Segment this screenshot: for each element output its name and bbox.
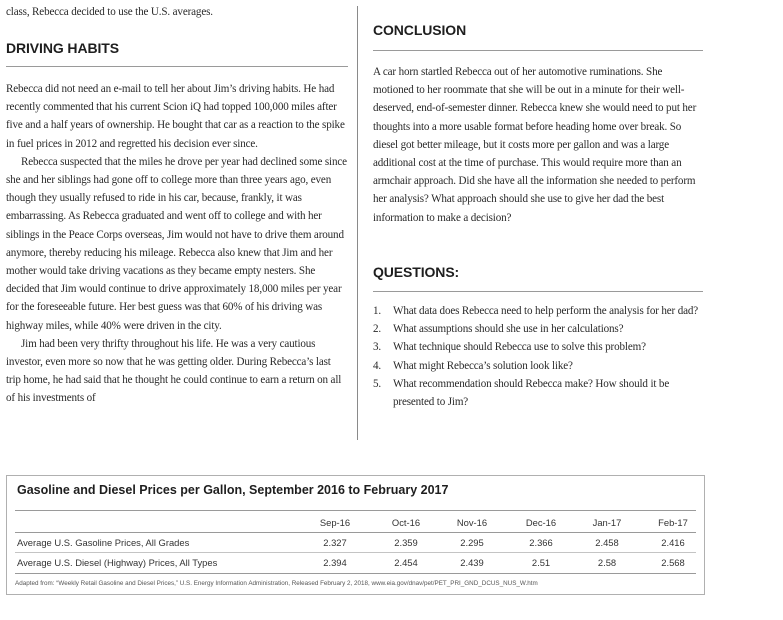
table-source-note: Adapted from: “Weekly Retail Gasoline and Diesel Prices,” U.S. Energy Information Administration, Released February 2, 2018, www.eia.gov/dnav/pet/PET_PRI_GND_DCUS_NUS_W.htm	[15, 580, 538, 587]
paragraph: Jim had been very thrifty throughout his life. He was a very cautious investor, even more so now that he was getting older. During Rebecca’s last trip home, he had said that he thought he could continue to earn a return on all of his investments of	[6, 337, 342, 405]
question-number: 5.	[373, 377, 382, 390]
list-item	[373, 302, 703, 320]
table-cell: 2.416	[661, 537, 685, 548]
question-text: What might Rebecca’s solution look like?	[393, 359, 573, 372]
conclusion-body	[373, 63, 701, 227]
driving-habits-heading: DRIVING HABITS	[6, 40, 119, 56]
column-header: Sep-16	[319, 517, 351, 528]
table-cell: 2.454	[394, 557, 418, 568]
question-number: 1.	[373, 305, 382, 317]
column-header: Oct-16	[391, 517, 421, 528]
table-title: Gasoline and Diesel Prices per Gallon, September 2016 to February 2017	[17, 483, 449, 497]
table-cell: 2.295	[460, 537, 484, 548]
driving-habits-body	[6, 80, 348, 408]
list-item	[373, 357, 703, 375]
row-label: Average U.S. Diesel (Highway) Prices, All Types	[17, 557, 218, 568]
price-table	[6, 475, 705, 595]
table-cell: 2.568	[661, 557, 685, 568]
row-label: Average U.S. Gasoline Prices, All Grades	[17, 537, 190, 548]
paragraph: Rebecca did not need an e-mail to tell her about Jim’s driving habits. He had recently commented that his current Scion iQ had topped 100,000 miles after five and a half years of ownership. He bought that car as a reaction to the spike in fuel prices in 2012 and regretted his decision ever since.	[6, 83, 345, 150]
paragraph: Rebecca suspected that the miles he drove per year had declined some since she and her siblings had gone off to college more than three years ago, even though they usually refused to ride in his car, because, frankly, it was embarrassing. As Rebecca graduated and went off to college and with her siblings in the Peace Corps overseas, Jim would not have to drive them around anymore, thereby reducing his mileage. Rebecca also knew that Jim and her mother would take driving vacations as they became empty nesters. She decided that Jim would continue to drive approximately 18,000 miles per year for the foreseeable future. Her best guess was that 60% of his driving was highway miles, while 40% were driven in the city.	[6, 155, 347, 332]
intro-line: class, Rebecca decided to use the U.S. averages.	[6, 6, 213, 18]
table-cell: 2.359	[394, 537, 418, 548]
conclusion-heading: CONCLUSION	[373, 22, 467, 38]
column-header: Dec-16	[525, 517, 557, 528]
question-number: 3.	[373, 341, 382, 354]
row-rule	[15, 552, 696, 553]
list-item	[373, 320, 703, 338]
list-item	[373, 338, 703, 356]
table-cell: 2.366	[529, 537, 553, 548]
table-header-rule	[15, 532, 696, 533]
column-divider	[357, 6, 358, 440]
table-cell: 2.394	[323, 557, 347, 568]
list-item	[373, 375, 703, 411]
paragraph: A car horn startled Rebecca out of her automotive ruminations. She motioned to her roommate that she will be out in a minute for their well-deserved, end-of-semester dinner. Rebecca knew she would need to put her thoughts into a more usable format before heading home over break. So diesel got better mileage, but it costs more per gallon and was a large additional cost at the time of purchase. This would require more than an armchair approach. Did she have all the information she needed to perform her analysis? What approach should she use to give her dad the best information to make a decision?	[373, 66, 697, 224]
table-cell: 2.58	[597, 557, 617, 568]
questions-heading: QUESTIONS:	[373, 264, 460, 280]
question-text: What technique should Rebecca use to solve this problem?	[393, 341, 646, 354]
question-text: What recommendation should Rebecca make? How should it be presented to Jim?	[393, 377, 670, 409]
table-cell: 2.327	[323, 537, 347, 548]
heading-rule	[6, 66, 348, 67]
heading-rule	[373, 291, 703, 292]
column-header: Feb-17	[658, 517, 688, 528]
questions-list	[373, 302, 703, 411]
heading-rule	[373, 50, 703, 51]
table-cell: 2.51	[531, 557, 551, 568]
question-text: What assumptions should she use in her calculations?	[393, 323, 624, 336]
question-number: 4.	[373, 359, 382, 372]
table-top-rule	[15, 510, 696, 511]
table-cell: 2.458	[595, 537, 619, 548]
question-number: 2.	[373, 323, 382, 336]
question-text: What data does Rebecca need to help perform the analysis for her dad?	[393, 305, 699, 317]
table-cell: 2.439	[460, 557, 484, 568]
column-header: Jan-17	[592, 517, 622, 528]
column-header: Nov-16	[456, 517, 488, 528]
table-bottom-rule	[15, 573, 696, 574]
